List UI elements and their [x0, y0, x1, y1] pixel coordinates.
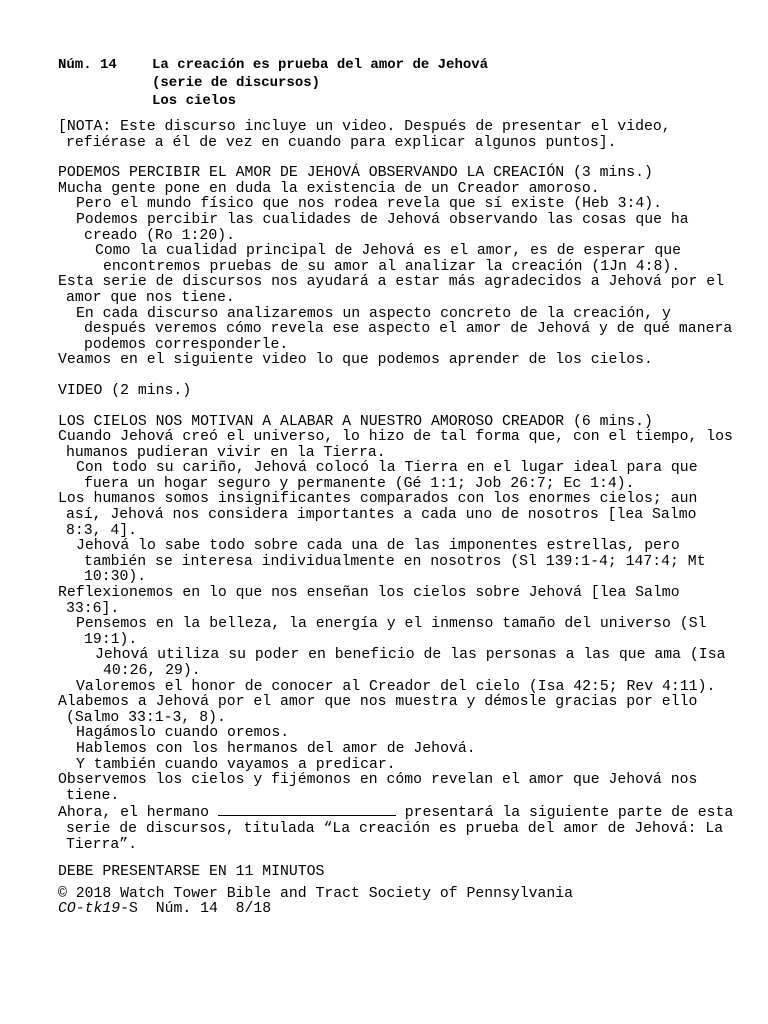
section2-point-6: Pensemos en la belleza, la energía y el inmenso tamaño del universo (Sl 19:1).: [76, 616, 707, 648]
outline-number: Núm. 14: [58, 57, 117, 73]
presenter-intro-text: Ahora, el hermano: [58, 805, 218, 822]
section2-point-3: Los humanos somos insignificantes comparados con los enormes cielos; aun así, Jehová nos considera importantes a cada uno de nosotros [lea Salmo 8:3, 4].: [58, 491, 698, 539]
copyright-line: © 2018 Watch Tower Bible and Tract Society of Pennsylvania: [58, 885, 574, 902]
section2-point-10: Hagámoslo cuando oremos.: [76, 725, 290, 742]
outline-page: [58, 56, 738, 918]
outline-code: CO-tk19: [58, 901, 121, 918]
outline-topic: Los cielos: [152, 93, 237, 109]
outline-code-suffix: -S: [120, 901, 138, 918]
section2-point-9: Alabemos a Jehová por el amor que nos muestra y démosle gracias por ello (Salmo 33:1-3, 8).: [58, 694, 698, 726]
footer-number: Núm. 14: [155, 901, 218, 918]
section1-point-5: Esta serie de discursos nos ayudará a estar más agradecidos a Jehová por el amor que nos tiene.: [58, 274, 724, 306]
video-heading: VIDEO (2 mins.): [58, 382, 192, 399]
section2-point-11: Hablemos con los hermanos del amor de Jehová.: [76, 740, 476, 757]
section2-point-14: [58, 804, 738, 853]
section1-point-2: Pero el mundo físico que nos rodea revela que sí existe (Heb 3:4).: [76, 196, 663, 213]
section1-point-4: Como la cualidad principal de Jehová es el amor, es de esperar que encontremos pruebas de su amor al analizar la creación (1Jn 4:8).: [95, 243, 682, 275]
section2-point-8: Valoremos el honor de conocer al Creador del cielo (Isa 42:5; Rev 4:11).: [76, 678, 716, 695]
section2-heading: LOS CIELOS NOS MOTIVAN A ALABAR A NUESTRO AMOROSO CREADOR (6 mins.): [58, 413, 653, 430]
section2-point-12: Y también cuando vayamos a predicar.: [76, 756, 396, 773]
video-note: [NOTA: Este discurso incluye un video. Después de presentar el video, refiérase a él de vez en cuando para explicar algunos puntos].: [58, 119, 671, 151]
section1-heading: PODEMOS PERCIBIR EL AMOR DE JEHOVÁ OBSERVANDO LA CREACIÓN (3 mins.): [58, 165, 653, 182]
section2-point-1: Cuando Jehová creó el universo, lo hizo de tal forma que, con el tiempo, los humanos pudieran vivir en la Tierra.: [58, 429, 733, 461]
timing-note: DEBE PRESENTARSE EN 11 MINUTOS: [58, 864, 325, 881]
section1-point-6: En cada discurso analizaremos un aspecto concreto de la creación, y después veremos cómo revela ese aspecto el amor de Jehová y de qué manera podemos corresponderle.: [76, 305, 733, 353]
section1-point-1: Mucha gente pone en duda la existencia de un Creador amoroso.: [58, 180, 600, 197]
outline-code-line: [58, 902, 738, 918]
section2-point-2: Con todo su cariño, Jehová colocó la Tierra en el lugar ideal para que fuera un hogar seguro y permanente (Gé 1:1; Job 26:7; Ec 1:4).: [76, 460, 698, 492]
section2-point-4: Jehová lo sabe todo sobre cada una de las imponentes estrellas, pero también se interesa individualmente en nosotros (Sl 139:1-4; 147:4; Mt 10:30).: [76, 538, 706, 586]
footer-date: 8/18: [235, 901, 272, 918]
section2-point-5: Reflexionemos en lo que nos enseñan los cielos sobre Jehová [lea Salmo 33:6].: [58, 585, 680, 617]
presenter-outro-text: presentará la siguiente parte de esta serie de discursos, titulada “La creación es prueba del amor de Jehová: La Tierra”.: [66, 805, 734, 853]
outline-header: [58, 56, 738, 110]
outline-subtitle: (serie de discursos): [152, 75, 321, 91]
presenter-name-blank: [218, 804, 396, 816]
section1-point-7: Veamos en el siguiente video lo que podemos aprender de los cielos.: [58, 352, 653, 369]
section2-point-13: Observemos los cielos y fijémonos en cómo revelan el amor que Jehová nos tiene.: [58, 772, 698, 804]
footer: [58, 887, 738, 918]
section1-point-3: Podemos percibir las cualidades de Jehová observando las cosas que ha creado (Ro 1:20).: [76, 211, 689, 244]
outline-title: La creación es prueba del amor de Jehová: [152, 57, 489, 73]
section2-point-7: Jehová utiliza su poder en beneficio de las personas a las que ama (Isa 40:26, 29).: [95, 647, 726, 679]
